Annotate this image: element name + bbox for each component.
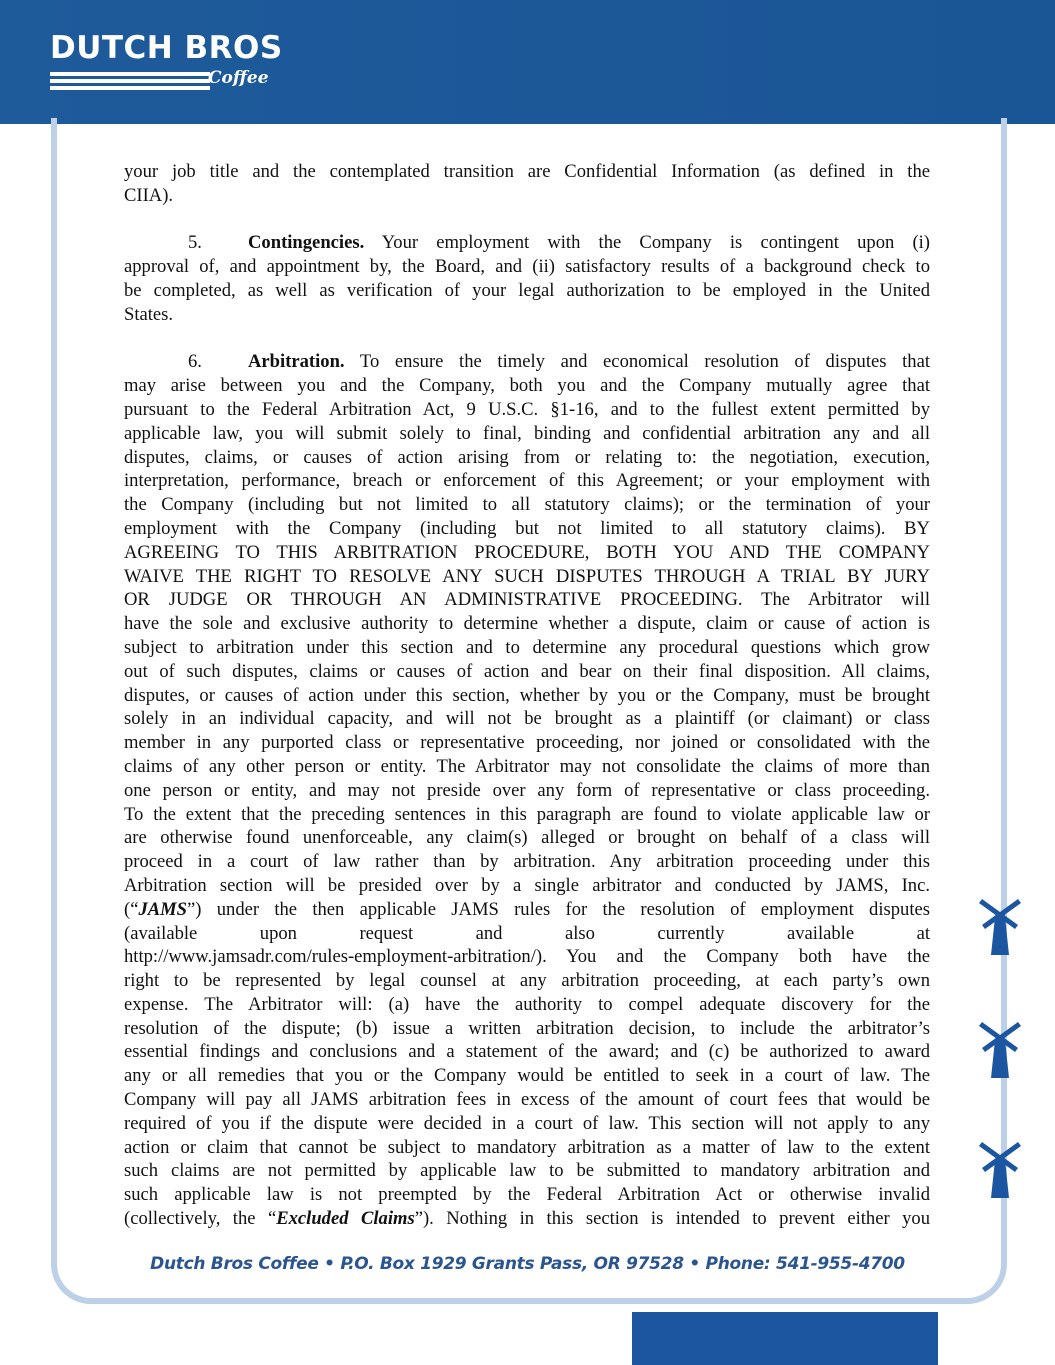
- text-line: [124, 898, 930, 922]
- section-heading: Arbitration.: [248, 351, 345, 373]
- section-number: 5.: [188, 232, 202, 254]
- text-line: [124, 993, 930, 1017]
- text-line: [124, 160, 930, 184]
- text-segment: CIIA).: [124, 184, 174, 206]
- text-line: [124, 1064, 930, 1088]
- text-segment: claims of any other person or entity. The Arbitrator may not consolidate the claims of more than: [124, 755, 930, 777]
- text-segment: resolution of the dispute; (b) issue a written arbitration decision, to include the arbitrator’s: [124, 1017, 930, 1039]
- text-segment: http://www.jamsadr.com/rules-employment-arbitration/). You and the Company both have the: [124, 946, 930, 968]
- windmill-icon: [978, 1018, 1022, 1080]
- text-segment: out of such disputes, claims or causes of action and bear on their final disposition. All claims,: [124, 660, 930, 682]
- text-segment: be completed, as well as verification of your legal authorization to be employed in the United: [124, 279, 930, 301]
- text-line: [124, 255, 930, 279]
- text-segment: AGREEING TO THIS ARBITRATION PROCEDURE, BOTH YOU AND THE COMPANY: [124, 541, 930, 563]
- letterhead-banner: [0, 0, 1055, 124]
- text-segment: Arbitration section will be presided over by a single arbitrator and conducted by JAMS, Inc.: [124, 874, 930, 896]
- text-line: [124, 850, 930, 874]
- text-line: [124, 184, 930, 208]
- text-line: [124, 826, 930, 850]
- logo-coffee-script: Coffee: [208, 68, 269, 88]
- text-segment: member in any purported class or representative proceeding, nor joined or consolidated with the: [124, 732, 930, 754]
- text-line: [124, 660, 930, 684]
- text-line: [124, 922, 930, 946]
- text-segment: ”). Nothing in this section is intended to prevent either you: [414, 1208, 930, 1230]
- text-line: [124, 422, 930, 446]
- text-segment: required of you if the dispute were decided in a court of law. This section will not apply to any: [124, 1112, 930, 1134]
- defined-term: Excluded Claims: [276, 1208, 415, 1230]
- logo-wordmark: DUTCH BROS: [50, 30, 283, 66]
- text-line: [124, 565, 930, 589]
- text-line: [124, 1017, 930, 1041]
- text-segment: expense. The Arbitrator will: (a) have the authority to compel adequate discovery for the: [124, 993, 930, 1015]
- text-segment: To ensure the timely and economical resolution of disputes that: [359, 351, 931, 373]
- text-segment: proceed in a court of law rather than by arbitration. Any arbitration proceeding under this: [124, 851, 930, 873]
- section-heading: Contingencies.: [248, 232, 365, 254]
- text-segment: any or all remedies that you or the Company would be entitled to seek in a court of law. The: [124, 1065, 930, 1087]
- text-segment: (collectively, the “: [124, 1208, 277, 1230]
- text-segment: (available upon request and also currently available at: [124, 922, 930, 944]
- text-line: [124, 1088, 930, 1112]
- text-segment: Your employment with the Company is contingent upon (i): [381, 232, 930, 254]
- text-segment: have the sole and exclusive authority to determine whether a dispute, claim or cause of action is: [124, 613, 930, 635]
- text-line: [124, 1159, 930, 1183]
- decorative-blue-block: [632, 1312, 938, 1365]
- text-segment: Company will pay all JAMS arbitration fees in excess of the amount of court fees that would be: [124, 1089, 930, 1111]
- text-line: [124, 803, 930, 827]
- text-line: [124, 684, 930, 708]
- text-line: [124, 636, 930, 660]
- text-line: [124, 350, 930, 374]
- text-segment: such applicable law is not preempted by the Federal Arbitration Act or otherwise invalid: [124, 1184, 930, 1206]
- text-line: [124, 945, 930, 969]
- text-line: [124, 1112, 930, 1136]
- dutch-bros-logo: [50, 30, 283, 88]
- text-segment: WAIVE THE RIGHT TO RESOLVE ANY SUCH DISPUTES THROUGH A TRIAL BY JURY: [124, 565, 930, 587]
- text-segment: the Company (including but not limited to all statutory claims); or the termination of your: [124, 494, 930, 516]
- text-line: [124, 707, 930, 731]
- text-line: [124, 755, 930, 779]
- text-segment: States.: [124, 303, 174, 325]
- text-segment: disputes, or causes of action under this section, whether by you or the Company, must be brought: [124, 684, 930, 706]
- section-number: 6.: [188, 351, 202, 373]
- text-line: [124, 493, 930, 517]
- text-line: [124, 588, 930, 612]
- text-segment: essential findings and conclusions and a statement of the award; and (c) be authorized to award: [124, 1041, 930, 1063]
- text-segment: may arise between you and the Company, both you and the Company mutually agree that: [124, 375, 930, 397]
- text-segment: employment with the Company (including but not limited to all statutory claims). BY: [124, 517, 930, 539]
- text-segment: ”) under the then applicable JAMS rules for the resolution of employment disputes: [187, 898, 930, 920]
- text-segment: approval of, and appointment by, the Board, and (ii) satisfactory results of a background check to: [124, 256, 930, 278]
- text-segment: pursuant to the Federal Arbitration Act, 9 U.S.C. §1-16, and to the fullest extent permitted by: [124, 398, 930, 420]
- text-line: [124, 969, 930, 993]
- text-segment: subject to arbitration under this section and to determine any procedural questions which grow: [124, 636, 930, 658]
- paragraph: [124, 160, 930, 208]
- text-line: [124, 1040, 930, 1064]
- paragraph: [124, 350, 930, 1230]
- text-line: [124, 446, 930, 470]
- text-line: [124, 279, 930, 303]
- text-segment: (“: [124, 898, 139, 920]
- text-segment: disputes, claims, or causes of action arising from or relating to: the negotiation, execution,: [124, 446, 930, 468]
- text-line: [124, 1207, 930, 1231]
- text-segment: To the extent that the preceding sentences in this paragraph are found to violate applicable law or: [124, 803, 930, 825]
- text-line: [124, 303, 930, 327]
- text-line: [124, 374, 930, 398]
- text-segment: action or claim that cannot be subject to mandatory arbitration as a matter of law to the extent: [124, 1136, 930, 1158]
- text-line: [124, 779, 930, 803]
- text-segment: one person or entity, and may not preside over any form of representative or class proceeding.: [124, 779, 930, 801]
- text-segment: OR JUDGE OR THROUGH AN ADMINISTRATIVE PROCEEDING. The Arbitrator will: [124, 589, 930, 611]
- text-line: [124, 731, 930, 755]
- text-segment: such claims are not permitted by applicable law to be submitted to mandatory arbitration and: [124, 1160, 930, 1182]
- text-line: [124, 1183, 930, 1207]
- defined-term: JAMS: [138, 898, 188, 920]
- text-segment: your job title and the contemplated transition are Confidential Information (as defined in the: [124, 161, 930, 182]
- letter-body: [124, 160, 930, 1255]
- text-segment: are otherwise found unenforceable, any claim(s) alleged or brought on behalf of a class will: [124, 827, 930, 849]
- logo-stripes: [50, 72, 210, 93]
- text-line: [124, 517, 930, 541]
- text-segment: solely in an individual capacity, and will not be brought as a plaintiff (or claimant) or class: [124, 708, 930, 730]
- text-segment: right to be represented by legal counsel at any arbitration proceeding, at each party’s own: [124, 970, 930, 992]
- windmill-icon: [978, 895, 1022, 957]
- text-segment: interpretation, performance, breach or enforcement of this Agreement; or your employment with: [124, 470, 930, 492]
- text-line: [124, 874, 930, 898]
- text-line: [124, 398, 930, 422]
- text-line: [124, 231, 930, 255]
- text-line: [124, 469, 930, 493]
- text-line: [124, 612, 930, 636]
- text-segment: applicable law, you will submit solely to final, binding and confidential arbitration any and all: [124, 422, 930, 444]
- paragraph: [124, 231, 930, 326]
- text-line: [124, 541, 930, 565]
- windmill-icon: [978, 1138, 1022, 1200]
- footer-address: Dutch Bros Coffee • P.O. Box 1929 Grants Pass, OR 97528 • Phone: 541-955-4700: [150, 1254, 905, 1274]
- text-line: [124, 1136, 930, 1160]
